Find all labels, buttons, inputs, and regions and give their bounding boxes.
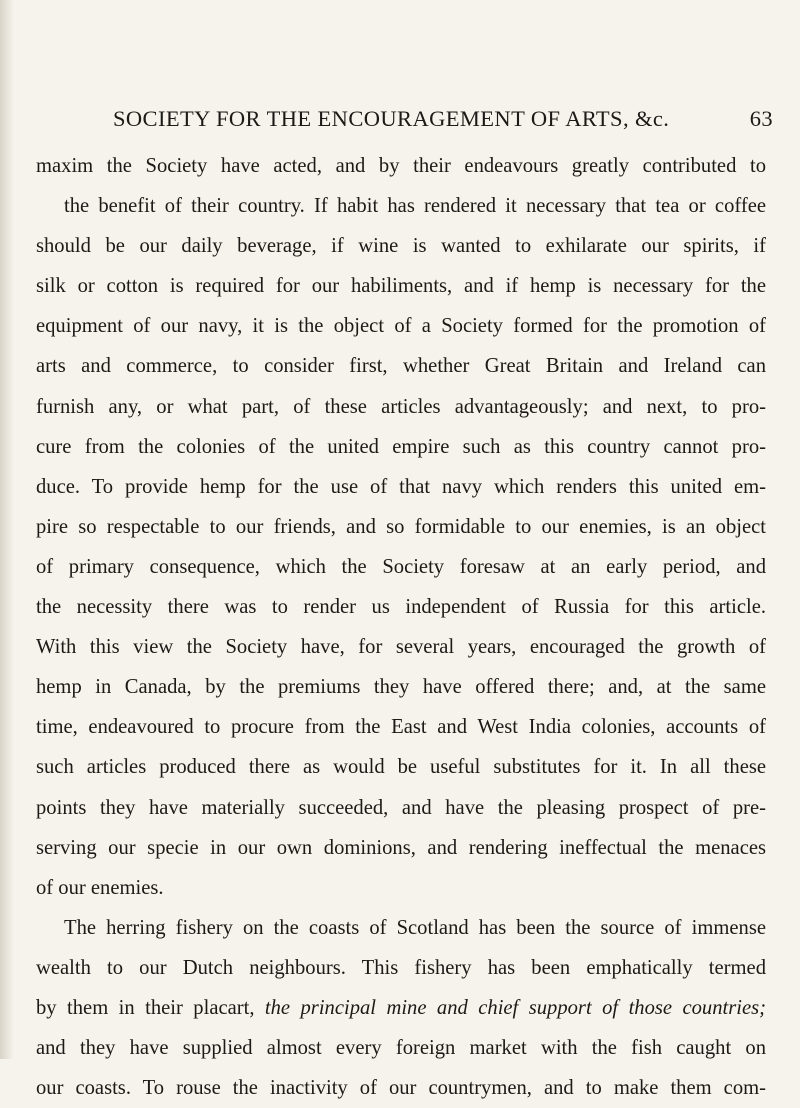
text-line: should be our daily beverage, if wine is wanted to exhilarate our spirits, if [36,235,766,258]
text-line: time, endeavoured to procure from the East and West India colonies, accounts of [36,716,766,739]
page-number: 63 [749,106,773,131]
text-line: duce. To provide hemp for the use of that navy which renders this united em- [36,475,766,498]
paragraph-start-line: The herring fishery on the coasts of Scotland has been the source of immense [64,916,766,939]
text-line-with-italic-quote [36,988,766,1028]
text-line: silk or cotton is required for our habiliments, and if hemp is necessary for the [36,275,766,298]
paragraph-end-line: of our enemies. [36,876,164,899]
text-line: the necessity there was to render us independent of Russia for this article. [36,596,766,619]
text-line: such articles produced there as would be useful substitutes for it. In all these [36,756,766,779]
text-line: our coasts. To rouse the inactivity of our countrymen, and to make them com- [36,1077,766,1100]
text-line: the benefit of their country. If habit has rendered it necessary that tea or coffee [64,195,766,218]
italic-quote: the principal mine and chief support of those countries; [264,996,766,1019]
text-line: pire so respectable to our friends, and so formidable to our enemies, is an object [36,515,766,538]
running-head-title: SOCIETY FOR THE ENCOURAGEMENT OF ARTS, &c. [113,106,670,131]
text-line: maxim the Society have acted, and by their endeavours greatly contributed to [36,155,766,177]
body-text [36,146,766,1108]
text-line: cure from the colonies of the united empire such as this country cannot pro- [36,435,766,458]
text-line: With this view the Society have, for several years, encouraged the growth of [36,636,766,659]
line-text-before-quote: by them in their placart, [36,996,265,1019]
text-line: points they have materially succeeded, and have the pleasing prospect of pre- [36,796,766,819]
text-line: arts and commerce, to consider first, whether Great Britain and Ireland can [36,355,766,378]
text-line: wealth to our Dutch neighbours. This fishery has been emphatically termed [36,956,766,979]
text-line: serving our specie in our own dominions, and rendering ineffectual the menaces [36,836,766,859]
text-line: equipment of our navy, it is the object of a Society formed for the promotion of [36,315,766,338]
text-line: and they have supplied almost every foreign market with the fish caught on [36,1037,766,1060]
text-line: hemp in Canada, by the premiums they have offered there; and, at the same [36,676,766,699]
text-line: furnish any, or what part, of these articles advantageously; and next, to pro- [36,395,766,418]
text-line: of primary consequence, which the Society foresaw at an early period, and [36,555,766,578]
page-gutter-shadow [0,0,14,1059]
running-head [113,106,773,138]
